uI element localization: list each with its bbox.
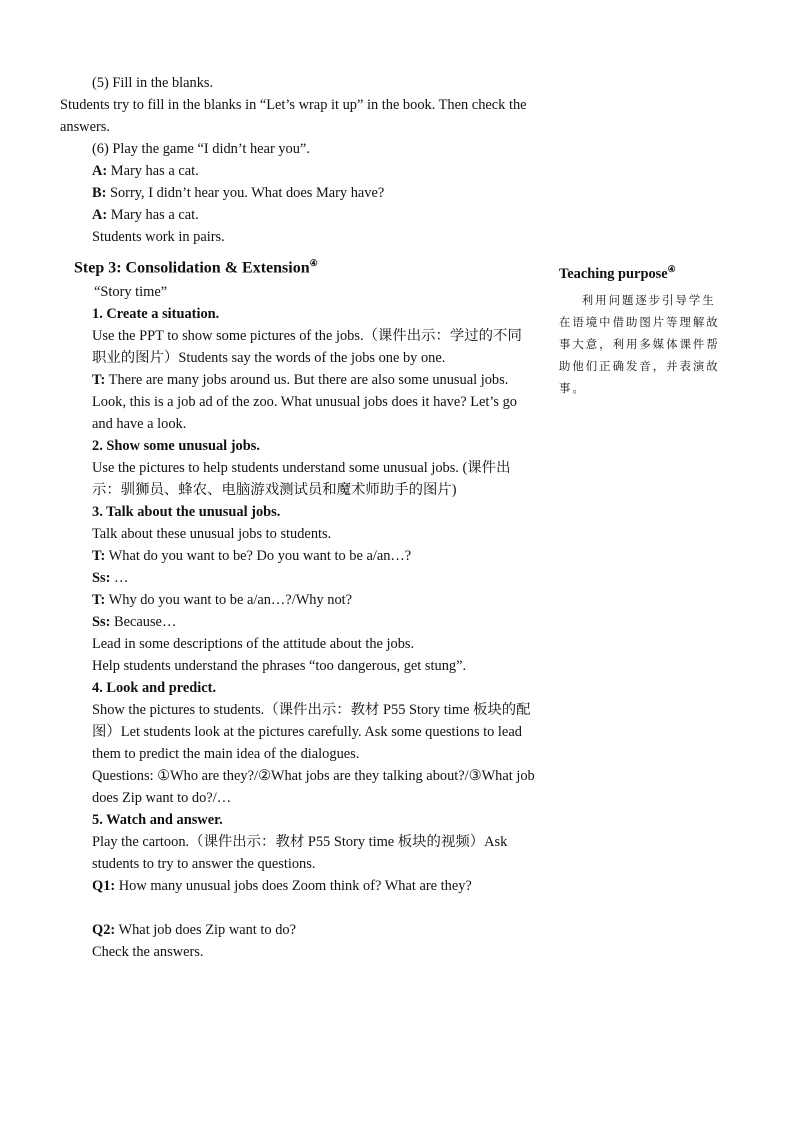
dialogue-text: There are many jobs around us. But there are also some unusual jobs. Look, this is a job ad of the zoo. What unusual jobs does it have? Let’s go and have a look. [92, 372, 517, 433]
speaker-label: B: [92, 185, 107, 201]
footnote-mark: ④ [309, 258, 318, 268]
dialogue-line [60, 589, 535, 611]
game-note: Students work in pairs. [92, 229, 225, 245]
dialogue-line [60, 369, 535, 435]
dialogue-line [60, 160, 535, 182]
section-text: Use the PPT to show some pictures of the jobs.（课件出示：学过的不同职业的图片）Students say the words of the jobs one by one. [92, 328, 522, 367]
dialogue-text: Why do you want to be a/an…?/Why not? [105, 592, 353, 609]
story-time-label: “Story time” [94, 284, 168, 301]
dialogue-text: … [110, 570, 129, 587]
section-heading: 2. Show some unusual jobs. [92, 438, 260, 455]
dialogue-text: What do you want to be? Do you want to be a/an…? [105, 548, 412, 565]
dialogue-line [60, 545, 535, 567]
section-text: Help students understand the phrases “too dangerous, get stung”. [92, 658, 467, 675]
dialogue-text: Mary has a cat. [107, 163, 199, 179]
section-heading: 4. Look and predict. [92, 680, 217, 697]
section-text: Talk about these unusual jobs to students. [92, 526, 332, 543]
speaker-label: Ss: [92, 614, 111, 631]
section-heading: 5. Watch and answer. [92, 812, 223, 829]
dialogue-line [60, 611, 535, 633]
section-heading: 3. Talk about the unusual jobs. [92, 504, 281, 521]
dialogue-line [60, 182, 535, 204]
section-text: Check the answers. [92, 944, 204, 961]
teaching-purpose-note [559, 258, 729, 399]
dialogue-line [60, 567, 535, 589]
game-heading: (6) Play the game “I didn’t hear you”. [92, 141, 310, 157]
section-text: Play the cartoon.（课件出示：教材 P55 Story time 板块的视频）Ask students to try to answer the questions. [92, 834, 508, 873]
dialogue-text: Mary has a cat. [107, 207, 199, 223]
teaching-purpose-text: 利用问题逐步引导学生在语境中借助图片等理解故事大意，利用多媒体课件帮助他们正确发音，并表演故事。 [559, 292, 720, 395]
speaker-label: Ss: [92, 570, 111, 587]
speaker-label: A: [92, 163, 108, 179]
speaker-label: T: [92, 592, 106, 609]
section-text: Lead in some descriptions of the attitude about the jobs. [92, 636, 415, 653]
section-heading: 1. Create a situation. [92, 306, 220, 323]
section-text: Use the pictures to help students understand some unusual jobs. (课件出示：驯狮员、蜂农、电脑游戏测试员和魔术师助手的图片) [92, 460, 511, 499]
speaker-label: A: [92, 207, 108, 223]
dialogue-text: Because… [110, 614, 177, 631]
teaching-purpose-title: Teaching purpose④ [559, 264, 676, 282]
speaker-label: T: [92, 372, 106, 389]
dialogue-text: Sorry, I didn’t hear you. What does Mary have? [106, 185, 385, 201]
question-label: Q1: [92, 878, 116, 895]
step3-title: Step 3: Consolidation & Extension④ [74, 258, 318, 277]
fill-blanks-text: Students try to fill in the blanks in “Let’s wrap it up” in the book. Then check the answers. [60, 97, 527, 135]
speaker-label: T: [92, 548, 106, 565]
lesson-plan-body [60, 72, 535, 963]
questions-text: Questions: ①Who are they?/②What jobs are they talking about?/③What job does Zip want to do?/… [92, 768, 535, 807]
dialogue-line [60, 204, 535, 226]
question-line: Q1: How many unusual jobs does Zoom think of? What are they? [92, 878, 472, 895]
fill-blanks-heading: (5) Fill in the blanks. [92, 75, 214, 91]
footnote-mark: ④ [667, 264, 676, 274]
question-line: Q2: What job does Zip want to do? [92, 922, 296, 939]
section-text: Show the pictures to students.（课件出示：教材 P55 Story time 板块的配图）Let students look at the pictures carefully. Ask some questions to lead them to predict the main idea of the dialogues. [92, 702, 531, 763]
question-label: Q2: [92, 922, 116, 939]
